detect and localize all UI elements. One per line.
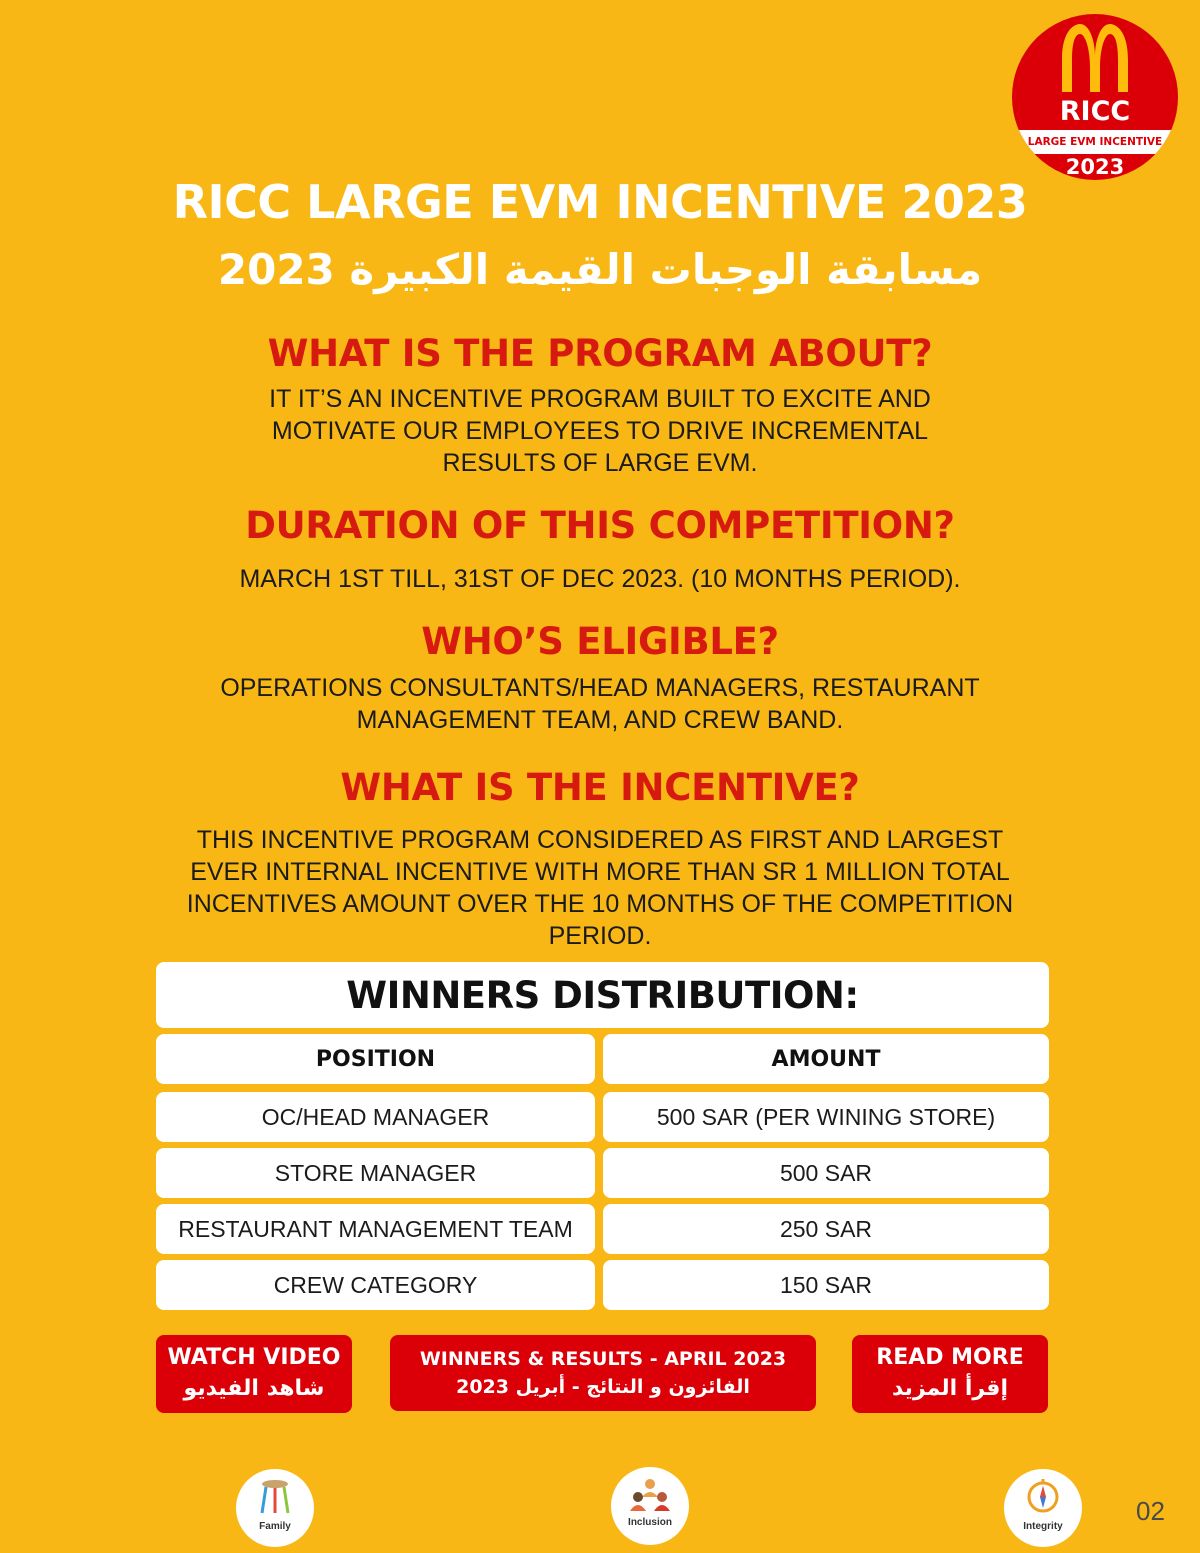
incentive-line: THIS INCENTIVE PROGRAM CONSIDERED AS FIRST AND LARGEST (196, 826, 1004, 854)
about-line: RESULTS OF LARGE EVM. (442, 449, 758, 477)
badge-title: RICC (1059, 96, 1131, 127)
inclusion-value-badge (611, 1467, 689, 1545)
badge-band: LARGE EVM INCENTIVE (1012, 130, 1178, 154)
eligible-text (150, 672, 1050, 736)
table-cell-position: STORE MANAGER (156, 1148, 595, 1198)
incentive-line: INCENTIVES AMOUNT OVER THE 10 MONTHS OF THE COMPETITION (186, 890, 1014, 918)
ricc-badge-logo (1012, 14, 1178, 180)
about-heading: WHAT IS THE PROGRAM ABOUT? (267, 332, 933, 375)
golden-arches-icon (1054, 22, 1136, 94)
about-text (200, 383, 1000, 479)
eligible-heading: WHO’S ELIGIBLE? (421, 620, 779, 663)
stool-icon (258, 1479, 292, 1515)
winners-distribution-title: WINNERS DISTRIBUTION: (156, 962, 1049, 1028)
eligible-line: MANAGEMENT TEAM, AND CREW BAND. (356, 706, 844, 734)
family-value-badge (236, 1469, 314, 1547)
table-cell-amount: 250 SAR (603, 1204, 1049, 1254)
read-more-button[interactable] (852, 1335, 1048, 1413)
column-header-amount: AMOUNT (603, 1034, 1049, 1084)
integrity-label: Integrity (1023, 1521, 1063, 1532)
read-more-label-arabic: إقرأ المزيد (891, 1376, 1009, 1401)
badge-year: 2023 (1065, 155, 1125, 179)
watch-video-label-arabic: شاهد الفيديو (183, 1376, 325, 1401)
family-label: Family (259, 1521, 291, 1532)
duration-heading: DURATION OF THIS COMPETITION? (245, 504, 955, 547)
table-cell-position: RESTAURANT MANAGEMENT TEAM (156, 1204, 595, 1254)
incentive-line: EVER INTERNAL INCENTIVE WITH MORE THAN SR 1 MILLION TOTAL (190, 858, 1010, 886)
page-title-arabic: مسابقة الوجبات القيمة الكبيرة 2023 (217, 245, 983, 294)
table-cell-position: CREW CATEGORY (156, 1260, 595, 1310)
compass-icon (1025, 1477, 1061, 1515)
page-title: RICC LARGE EVM INCENTIVE 2023 (172, 175, 1028, 229)
inclusion-label: Inclusion (628, 1517, 672, 1528)
duration-text (150, 563, 1050, 595)
table-cell-amount: 500 SAR (PER WINING STORE) (603, 1092, 1049, 1142)
winners-results-button[interactable] (390, 1335, 816, 1411)
incentive-line: PERIOD. (548, 922, 652, 950)
people-icon (628, 1477, 672, 1513)
winners-results-label-arabic: الفائزون و النتائج - أبريل 2023 (456, 1376, 750, 1398)
table-cell-amount: 500 SAR (603, 1148, 1049, 1198)
table-cell-position: OC/HEAD MANAGER (156, 1092, 595, 1142)
duration-line: MARCH 1ST TILL, 31ST OF DEC 2023. (10 MONTHS PERIOD). (239, 565, 961, 593)
page-number: 02 (1136, 1496, 1165, 1526)
integrity-value-badge (1004, 1469, 1082, 1547)
column-header-position: POSITION (156, 1034, 595, 1084)
incentive-text (140, 824, 1060, 952)
about-line: IT IT’S AN INCENTIVE PROGRAM BUILT TO EXCITE AND (269, 385, 931, 413)
winners-results-label: WINNERS & RESULTS - APRIL 2023 (419, 1348, 787, 1370)
table-cell-amount: 150 SAR (603, 1260, 1049, 1310)
watch-video-button[interactable] (156, 1335, 352, 1413)
about-line: MOTIVATE OUR EMPLOYEES TO DRIVE INCREMENTAL (271, 417, 929, 445)
eligible-line: OPERATIONS CONSULTANTS/HEAD MANAGERS, RESTAURANT (220, 674, 980, 702)
watch-video-label: WATCH VIDEO (167, 1345, 341, 1370)
incentive-heading: WHAT IS THE INCENTIVE? (340, 766, 860, 809)
read-more-label: READ MORE (876, 1345, 1024, 1370)
